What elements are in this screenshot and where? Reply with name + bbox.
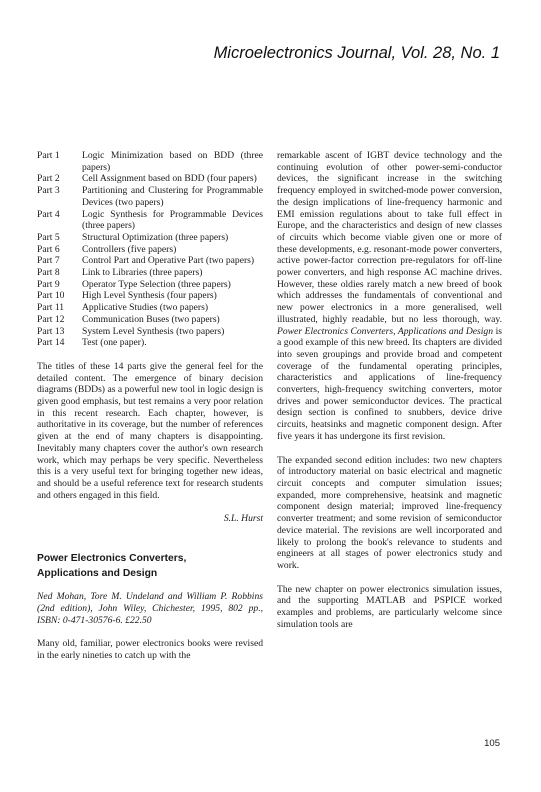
part-number: Part 5 bbox=[37, 231, 60, 243]
part-title: Communication Buses (two papers) bbox=[82, 313, 220, 325]
book-title-italic: Power Electronics Converters, Applications and Design bbox=[277, 325, 494, 337]
part-title: System Level Synthesis (two papers) bbox=[82, 325, 225, 337]
part-number: Part 14 bbox=[37, 337, 65, 349]
part-title: Logic Synthesis for Programmable Devices (three papers) bbox=[82, 208, 263, 232]
part-row bbox=[37, 150, 263, 173]
review-title-line: Applications and Design bbox=[37, 568, 158, 580]
page-number: 105 bbox=[484, 738, 500, 749]
part-number: Part 7 bbox=[37, 255, 60, 267]
part-number: Part 3 bbox=[37, 185, 60, 197]
journal-header: Microelectronics Journal, Vol. 28, No. 1 bbox=[213, 44, 500, 62]
part-row bbox=[37, 244, 263, 256]
part-row bbox=[37, 267, 263, 279]
review-paragraph: Many old, familiar, power electronics books were revised in the early nineties to catch up with the bbox=[37, 638, 263, 661]
part-title: Control Part and Operative Part (two papers) bbox=[82, 255, 255, 267]
review-paragraph bbox=[277, 150, 502, 443]
part-row bbox=[37, 337, 263, 349]
part-number: Part 1 bbox=[37, 150, 60, 161]
part-number: Part 9 bbox=[37, 278, 60, 290]
part-number: Part 2 bbox=[37, 173, 60, 185]
part-number: Part 12 bbox=[37, 313, 65, 325]
part-title: Cell Assignment based on BDD (four papers) bbox=[82, 173, 257, 185]
parts-list bbox=[37, 150, 263, 349]
part-number: Part 8 bbox=[37, 267, 60, 279]
part-title: Controllers (five papers) bbox=[82, 243, 177, 255]
part-row bbox=[37, 173, 263, 185]
right-column bbox=[277, 150, 502, 630]
part-row bbox=[37, 255, 263, 267]
part-row bbox=[37, 279, 263, 291]
part-number: Part 4 bbox=[37, 208, 60, 220]
paragraph-text: remarkable ascent of IGBT device technology and the continuing evolution of other power-semi-conductor devices, the significant increase in the switching frequency employed in switched-mode power conversion, the design implications of line-frequency harmonic and EMI emission regulations about to take full effect in Europe, and the characteristics and design of new classes of circuits which become viable given one or more of these developments, e.g. resonant-mode power converters, active power-factor correction pre-regulators for off-line power converters, and high response AC machine drives. However, these oldies rarely match a new breed of book which addresses the fundamentals of conventional and new power electronics in a more generalised, well illustrated, highly readable, but no less thorough, way. bbox=[277, 150, 502, 325]
reviewer-signature: S.L. Hurst bbox=[223, 513, 263, 525]
review-title bbox=[37, 551, 263, 581]
part-title: High Level Synthesis (four papers) bbox=[82, 290, 217, 302]
part-number: Part 10 bbox=[37, 290, 65, 302]
part-row bbox=[37, 314, 263, 326]
review-paragraph: The expanded second edition includes: two new chapters of introductory material on basic electrical and magnetic circuit concepts and computer simulation issues; expanded, more comprehensive, heatsink and magnetic component design material; improved line-frequency converter treatment; and some revision of semiconductor device material. The revisions are well incorporated and likely to prolong the book's relevance to students and engineers at all stages of power electronics study and work. bbox=[277, 454, 502, 571]
part-title: Structural Optimization (three papers) bbox=[82, 231, 229, 243]
part-row bbox=[37, 290, 263, 302]
part-row bbox=[37, 209, 263, 232]
review-title-line: Power Electronics Converters, bbox=[37, 553, 187, 565]
part-title: Link to Libraries (three papers) bbox=[82, 267, 203, 279]
part-title: Operator Type Selection (three papers) bbox=[82, 278, 231, 290]
part-row bbox=[37, 302, 263, 314]
book-citation: Ned Mohan, Tore M. Undeland and William P. Robbins (2nd edition), John Wiley, Chichester, 1995, 802 pp., ISBN: 0-471-30576-6. £22.50 bbox=[37, 591, 263, 626]
part-title: Applicative Studies (two papers) bbox=[82, 302, 209, 314]
part-row bbox=[37, 326, 263, 338]
part-title: Logic Minimization based on BDD (three papers) bbox=[82, 150, 263, 173]
part-number: Part 11 bbox=[37, 302, 65, 314]
part-row bbox=[37, 232, 263, 244]
part-title: Test (one paper). bbox=[82, 337, 147, 349]
part-number: Part 6 bbox=[37, 243, 60, 255]
left-column bbox=[37, 150, 263, 662]
review-paragraph: The new chapter on power electronics simulation issues, and the supporting MATLAB and PSPICE worked examples and problems, are particularly welcome since simulation tools are bbox=[277, 583, 502, 630]
review-paragraph: The titles of these 14 parts give the general feel for the detailed content. The emergence of binary decision diagrams (BDDs) as a powerful new tool in logic design is given good emphasis, but test remains a very poor relation in this recent research. Each chapter, however, is authoritative in its coverage, but the number of references given at the end of many chapters is disappointing. Inevitably many chapters cover the author's own research work, which may perhaps be very specific. Nevertheless this is a very useful text for bringing together new ideas, and should be a useful reference text for research students and others engaged in this field. bbox=[37, 360, 263, 501]
part-title: Partitioning and Clustering for Programmable Devices (two papers) bbox=[82, 185, 263, 208]
part-number: Part 13 bbox=[37, 325, 65, 337]
part-row bbox=[37, 185, 263, 208]
paragraph-text: is a good example of this new breed. Its chapters are divided into seven groupings and provide broad and competent coverage of the fundamental operating principles, characteristics and applications of line-frequency converters, high-frequency switching converters, motor drives and power semiconductor devices. The practical design section is confined to snubbers, device drive circuits, heatsinks and magnetic component design. After five years it has undergone its first revision. bbox=[277, 325, 502, 442]
